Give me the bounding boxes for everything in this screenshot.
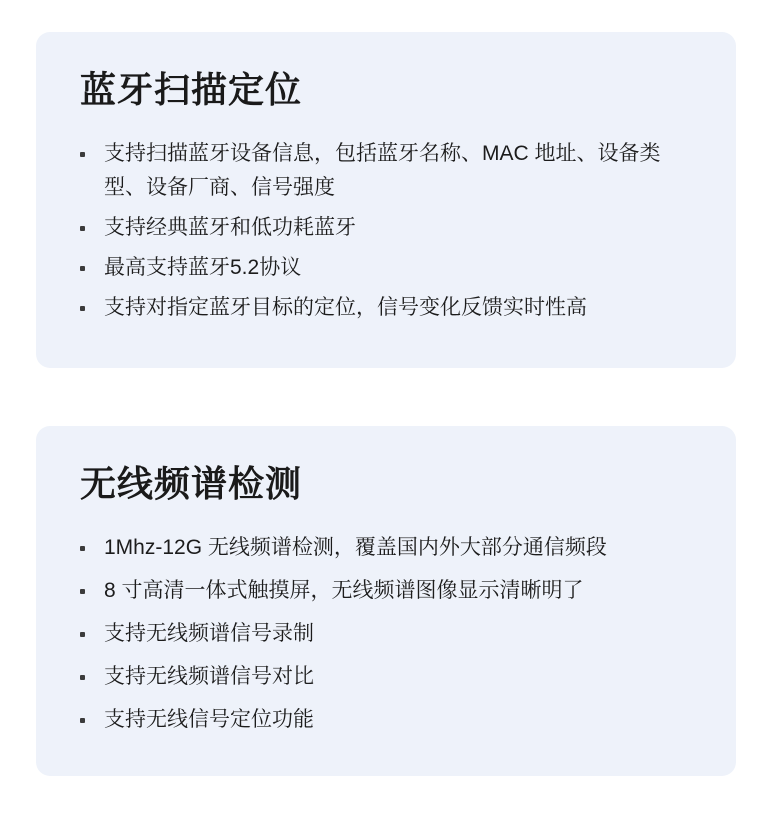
feature-card-spectrum-detection	[36, 426, 736, 776]
list-item-text: 支持对指定蓝牙目标的定位，信号变化反馈实时性高	[104, 296, 587, 320]
bullet-dot-icon	[80, 226, 85, 231]
bullet-dot-icon	[80, 546, 85, 551]
feature-list-bluetooth-scan	[70, 137, 702, 325]
list-item-text: 8 寸高清一体式触摸屏，无线频谱图像显示清晰明了	[104, 579, 584, 603]
list-item-text: 支持扫描蓝牙设备信息，包括蓝牙名称、MAC 地址、设备类型、设备厂商、信号强度	[104, 142, 661, 200]
list-item	[70, 660, 702, 694]
list-item-text: 支持无线频谱信号录制	[104, 622, 314, 646]
document-page	[0, 32, 772, 821]
bullet-dot-icon	[80, 266, 85, 271]
bullet-dot-icon	[80, 718, 85, 723]
section-title: 无线频谱检测	[80, 463, 303, 504]
list-item	[70, 251, 702, 285]
list-item	[70, 211, 702, 245]
list-item	[70, 617, 702, 651]
bullet-dot-icon	[80, 675, 85, 680]
list-item	[70, 574, 702, 608]
list-item	[70, 137, 702, 205]
feature-card-bluetooth-scan	[36, 32, 736, 368]
list-item	[70, 703, 702, 737]
list-item-text: 支持经典蓝牙和低功耗蓝牙	[104, 216, 356, 240]
list-item	[70, 291, 702, 325]
list-item-text: 1Mhz-12G 无线频谱检测，覆盖国内外大部分通信频段	[104, 536, 607, 560]
bullet-dot-icon	[80, 632, 85, 637]
bullet-dot-icon	[80, 589, 85, 594]
list-item-text: 支持无线信号定位功能	[104, 708, 314, 732]
list-item	[70, 531, 702, 565]
feature-list-spectrum-detection	[70, 531, 702, 737]
bullet-dot-icon	[80, 306, 85, 311]
bullet-dot-icon	[80, 152, 85, 157]
page-title: 蓝牙扫描定位	[80, 69, 303, 110]
list-item-text: 支持无线频谱信号对比	[104, 665, 314, 689]
list-item-text: 最高支持蓝牙5.2协议	[104, 256, 302, 280]
